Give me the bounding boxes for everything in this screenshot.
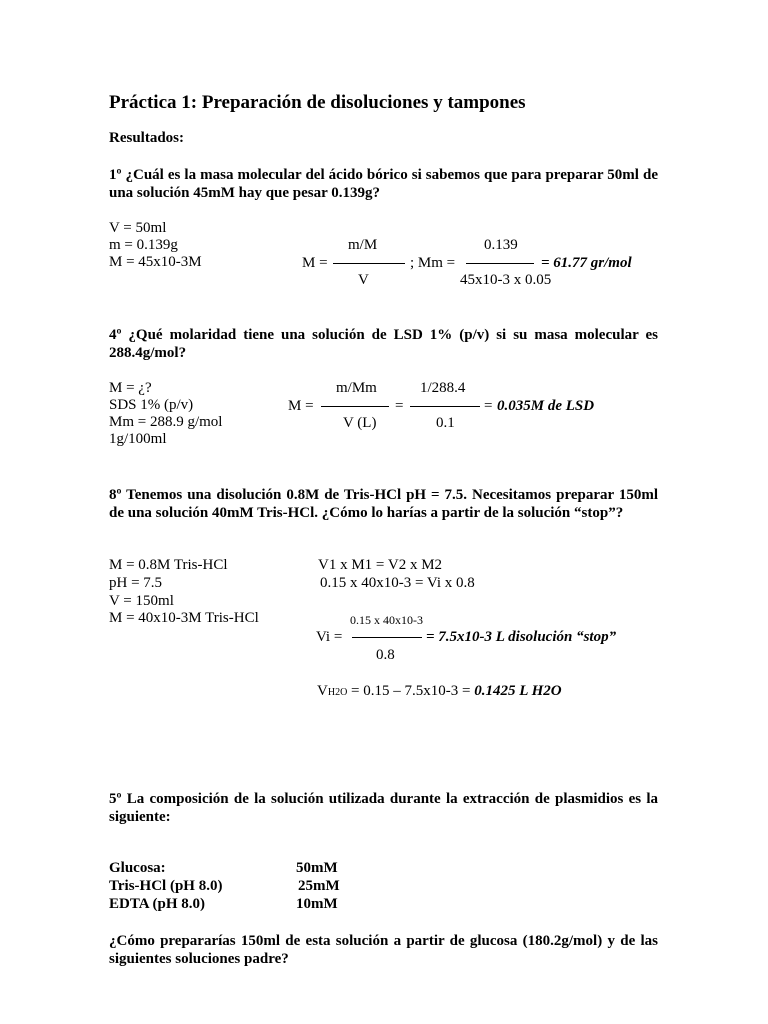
q5-component-name-glucose: Glucosa: (109, 860, 166, 876)
q8-vi-denominator: 0.8 (376, 647, 395, 663)
question-4: 4º ¿Qué molaridad tiene una solución de LSD 1% (p/v) si su masa molecular es 288.4g/mol? (109, 327, 658, 361)
q8-vi-result: = 7.5x10-3 L disolución “stop” (426, 629, 617, 645)
q8-water-volume-symbol: V (317, 683, 328, 699)
q8-given-ph: pH = 7.5 (109, 575, 163, 591)
q4-fraction1-numerator: m/Mm (336, 380, 377, 396)
q1-given-molarity: M = 45x10-3M (109, 254, 202, 270)
q8-vi-lhs: Vi = (316, 629, 343, 645)
q4-fraction2-numerator: 1/288.4 (420, 380, 466, 396)
q8-vi-fraction-bar (352, 637, 422, 638)
q4-fraction2-bar (410, 406, 480, 407)
q1-fraction1-numerator: m/M (348, 237, 378, 253)
q1-fraction1-bar (333, 263, 405, 264)
q5-component-conc-glucose: 50mM (296, 860, 338, 876)
q5-component-conc-tris: 25mM (298, 878, 340, 894)
q4-fraction1-denominator: V (L) (343, 415, 377, 431)
q8-water-volume-subscript: H2O (327, 687, 348, 698)
q1-fraction1-denominator: V (358, 272, 369, 288)
q1-fraction2-numerator: 0.139 (484, 237, 518, 253)
q8-given-target-molarity: M = 40x10-3M Tris-HCl (109, 610, 259, 626)
q4-formula-lhs: M = (288, 398, 314, 414)
q8-vi-numerator: 0.15 x 40x10-3 (350, 613, 423, 627)
q4-given-molarity: M = ¿? (109, 380, 152, 396)
q5-component-conc-edta: 10mM (296, 896, 338, 912)
q1-formula-lhs: M = (302, 255, 328, 271)
page-title: Práctica 1: Preparación de disoluciones y tampones (109, 92, 526, 113)
q8-water-volume-expression: = 0.15 – 7.5x10-3 = (351, 683, 471, 699)
q4-formula-equals: = (395, 398, 404, 414)
question-1: 1º ¿Cuál es la masa molecular del ácido bórico si sabemos que para preparar 50ml de una solución 45mM hay que pesar 0.139g? (109, 167, 658, 201)
q5-component-name-tris: Tris-HCl (pH 8.0) (109, 878, 223, 894)
q8-water-volume-line (317, 683, 562, 701)
q8-dilution-substitution: 0.15 x 40x10-3 = Vi x 0.8 (320, 575, 475, 591)
q4-given-concentration: 1g/100ml (109, 431, 167, 447)
q4-given-molar-mass: Mm = 288.9 g/mol (109, 414, 223, 430)
q1-fraction2-bar (466, 263, 534, 264)
q4-given-sds: SDS 1% (p/v) (109, 397, 194, 413)
q5-component-name-edta: EDTA (pH 8.0) (109, 896, 205, 912)
q1-formula-separator: ; Mm = (410, 255, 456, 271)
q1-result: = 61.77 gr/mol (541, 255, 632, 271)
q8-given-volume: V = 150ml (109, 593, 174, 609)
q4-fraction2-denominator: 0.1 (436, 415, 455, 431)
q4-result-equals: = (484, 398, 493, 414)
question-8: 8º Tenemos una disolución 0.8M de Tris-HCl pH = 7.5. Necesitamos preparar 150ml de una solución 40mM Tris-HCl. ¿Cómo lo harías a partir de la solución “stop”? (109, 487, 658, 521)
q8-given-stock-molarity: M = 0.8M Tris-HCl (109, 557, 228, 573)
q1-given-volume: V = 50ml (109, 220, 167, 236)
results-heading: Resultados: (109, 130, 185, 146)
question-5-part-2: ¿Cómo prepararías 150ml de esta solución a partir de glucosa (180.2g/mol) y de las siguientes soluciones padre? (109, 933, 658, 967)
q4-result: 0.035M de LSD (497, 398, 595, 414)
q1-fraction2-denominator: 45x10-3 x 0.05 (460, 272, 552, 288)
q1-given-mass: m = 0.139g (109, 237, 178, 253)
question-5: 5º La composición de la solución utilizada durante la extracción de plasmidios es la siguiente: (109, 791, 658, 825)
q8-water-volume-result: 0.1425 L H2O (474, 683, 562, 699)
q8-dilution-equation: V1 x M1 = V2 x M2 (318, 557, 443, 573)
q4-fraction1-bar (321, 406, 389, 407)
